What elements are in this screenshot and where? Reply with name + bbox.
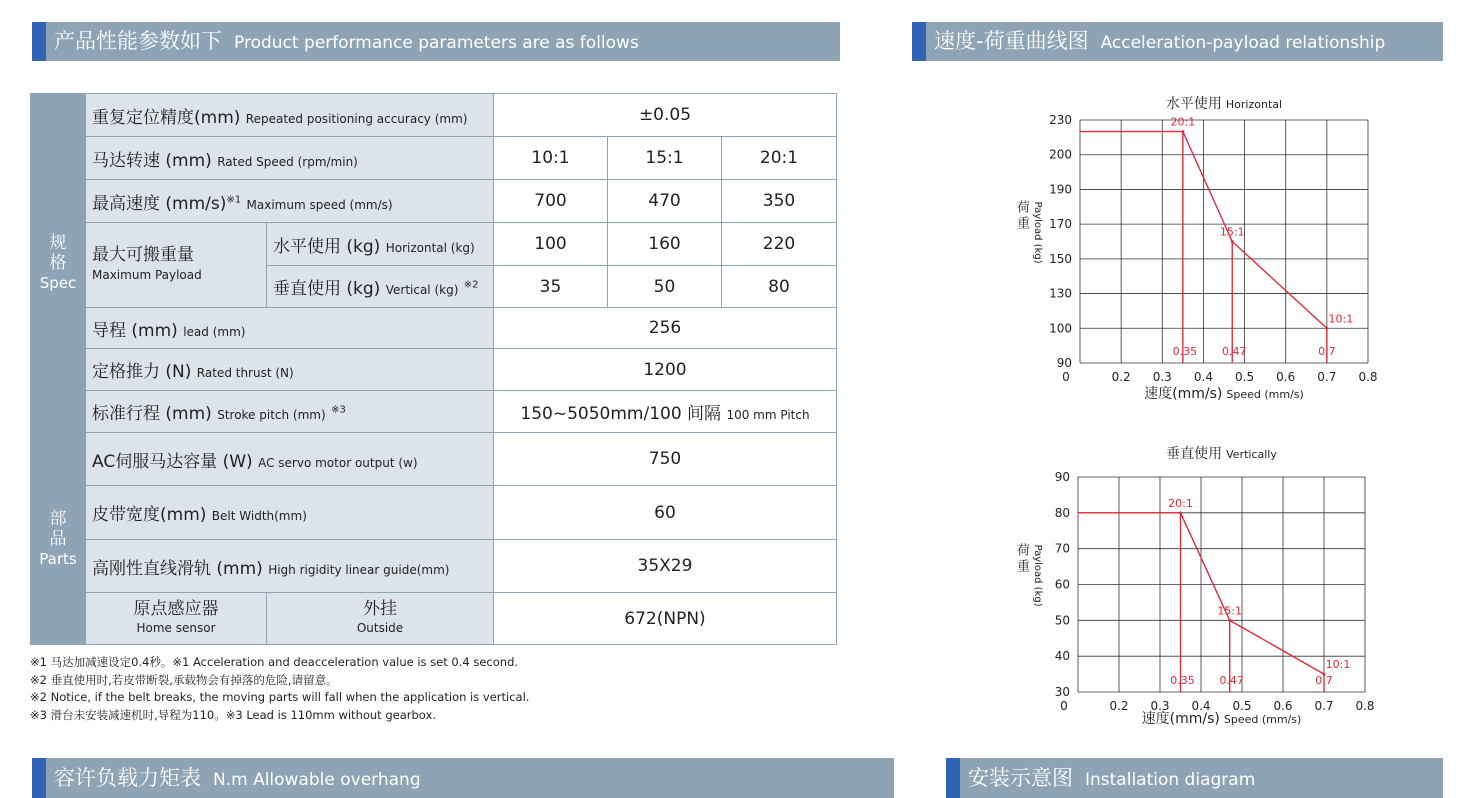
header-title-cn: 速度-荷重曲线图 <box>934 29 1089 53</box>
sub-label <box>267 223 494 266</box>
value-sub: 100 mm Pitch <box>726 408 810 422</box>
table-row-thrust <box>31 349 837 391</box>
header-title-cn: 产品性能参数如下 <box>54 29 222 53</box>
cell-value: 470 <box>608 180 722 223</box>
x-axis-label: 速度(mm/s) Speed (mm/s) <box>1141 711 1302 727</box>
x-tick-label: 0.3 <box>1152 370 1172 384</box>
header-title-en: Acceleration-payload relationship <box>1100 33 1386 53</box>
row-value: ±0.05 <box>494 94 837 137</box>
cell-value: 220 <box>722 223 837 266</box>
label-en: Stroke pitch (mm) <box>217 408 326 422</box>
x-tick-label: 0.2 <box>1109 699 1129 713</box>
label-en: Rated Speed (rpm/min) <box>217 154 358 169</box>
y-tick-label: 70 <box>1054 541 1070 556</box>
label-cn: 水平使用 (kg) <box>273 236 381 257</box>
y-tick-label: 30 <box>1054 685 1070 699</box>
table-row-motor <box>31 433 837 486</box>
group-en: Parts <box>39 549 77 568</box>
header-accent-bar <box>32 758 46 798</box>
row-label <box>86 486 494 540</box>
label-en: High rigidity linear guide(mm) <box>268 562 450 577</box>
y-tick-label: 80 <box>1054 505 1070 520</box>
table-row-guide <box>31 540 837 593</box>
y-tick-label: 130 <box>1049 286 1072 301</box>
y-tick-label: 100 <box>1049 321 1072 336</box>
header-title-en: N.m Allowable overhang <box>213 770 421 790</box>
header-title-en: Product performance parameters are as follows <box>234 33 639 53</box>
label-en: Belt Width(mm) <box>211 509 307 523</box>
chart-vertical <box>1005 436 1425 736</box>
y-tick-label: 90 <box>1054 470 1070 484</box>
y-axis-label: 荷重 <box>1017 543 1031 575</box>
header-title-cn: 安装示意图 <box>968 766 1073 790</box>
label-cn: 导程 (mm) <box>92 320 178 341</box>
speed-label: 0.47 <box>1221 345 1247 358</box>
label-en: Maximum speed (mm/s) <box>246 197 393 212</box>
x-tick-label: 0 <box>1060 699 1068 713</box>
label-en: AC servo motor output (w) <box>258 455 418 470</box>
header-accent-bar <box>912 22 926 61</box>
data-point <box>1325 327 1328 330</box>
label-en: Repeated positioning accuracy (mm) <box>245 111 468 126</box>
table-row-max-speed <box>31 180 837 223</box>
footnote-mark: ※2 <box>463 279 479 291</box>
x-tick-label: 0.7 <box>1317 370 1337 384</box>
label-en: lead (mm) <box>183 324 246 339</box>
row-label <box>86 540 494 593</box>
label-en: Vertical (kg) <box>385 283 459 297</box>
row-label <box>86 349 494 391</box>
x-tick-label: 0.5 <box>1232 699 1252 713</box>
y-tick-label: 190 <box>1049 182 1072 197</box>
header-title-cn: 容许负载力矩表 <box>54 766 201 790</box>
x-tick-label: 0.6 <box>1276 370 1296 384</box>
data-point <box>1231 240 1234 243</box>
x-tick-label: 0 <box>1062 370 1070 384</box>
note-4: ※3 滑台未安装减速机时,导程为110。※3 Lead is 110mm without gearbox. <box>30 707 436 722</box>
x-axis-label: 速度(mm/s) Speed (mm/s) <box>1144 386 1304 402</box>
section-header-curve <box>912 22 1443 61</box>
y-tick-label: 60 <box>1054 577 1070 592</box>
y-axis-label-en: Payload (kg) <box>1032 201 1043 264</box>
x-tick-label: 0.8 <box>1355 699 1375 713</box>
y-tick-label: 90 <box>1056 356 1072 370</box>
point-label: 10:1 <box>1325 658 1351 672</box>
cell-value: 50 <box>608 266 722 308</box>
cell-value: 160 <box>608 223 722 266</box>
row-value: 35X29 <box>494 540 837 593</box>
chart-title: 水平使用 Horizontal <box>1165 96 1283 112</box>
label-cn: 原点感应器 <box>133 598 219 619</box>
row-label <box>86 137 494 180</box>
label-en: Home sensor <box>136 620 216 635</box>
row-label <box>86 94 494 137</box>
x-tick-label: 0.6 <box>1273 699 1293 713</box>
table-row-rated-speed <box>31 137 837 180</box>
header-accent-bar <box>32 22 46 61</box>
label-cn: 外挂 <box>363 598 397 619</box>
group-cn-1: 部 <box>49 508 67 529</box>
point-label: 20:1 <box>1168 496 1193 510</box>
row-value: 1200 <box>494 349 837 391</box>
header-title-en: Installation diagram <box>1085 770 1256 790</box>
footnotes <box>30 654 529 724</box>
y-tick-label: 40 <box>1054 649 1070 664</box>
section-header-overhang <box>32 758 894 798</box>
row-label-payload <box>86 223 267 308</box>
note-1: ※1 马达加减速设定0.4秒。※1 Acceleration and deacceleration value is set 0.4 second. <box>30 655 519 669</box>
data-point <box>1181 130 1184 133</box>
chart-title: 垂直使用 Vertically <box>1166 446 1277 462</box>
row-value: 60 <box>494 486 837 540</box>
row-value: 672(NPN) <box>494 593 837 645</box>
y-axis-label-en: Payload (kg) <box>1032 544 1043 607</box>
section-header-install <box>946 758 1443 798</box>
speed-label: 0.35 <box>1172 345 1198 358</box>
label-en: Horizontal (kg) <box>385 240 475 255</box>
cell-value: 35 <box>494 266 608 308</box>
group-cn-1: 规 <box>49 233 67 253</box>
cell-value: 80 <box>722 266 837 308</box>
x-tick-label: 0.4 <box>1193 370 1213 384</box>
spec-table <box>30 93 837 645</box>
label-cn: 最大可搬重量 <box>92 245 194 265</box>
label-cn: 垂直使用 (kg) <box>273 279 381 299</box>
cell-value: 20:1 <box>722 137 837 180</box>
label-en: Rated thrust (N) <box>196 366 294 380</box>
data-point <box>1228 619 1231 622</box>
cell-value: 10:1 <box>494 137 608 180</box>
x-tick-label: 0.8 <box>1358 370 1378 384</box>
group-label-spec <box>31 94 86 433</box>
group-cn-2: 格 <box>49 253 67 273</box>
speed-label: 0.47 <box>1219 674 1244 687</box>
label-cn: 高刚性直线滑轨 (mm) <box>92 558 263 579</box>
chart-horizontal <box>1005 88 1425 408</box>
cell-value: 700 <box>494 180 608 223</box>
label-cn: 标准行程 (mm) <box>92 404 212 424</box>
x-tick-label: 0.7 <box>1314 699 1334 713</box>
x-tick-label: 0.3 <box>1150 699 1170 713</box>
cell-value: 15:1 <box>608 137 722 180</box>
point-label: 15:1 <box>1219 225 1245 239</box>
speed-label: 0.7 <box>1315 674 1333 687</box>
point-label: 10:1 <box>1328 312 1354 326</box>
section-header-performance <box>32 22 840 61</box>
point-label: 20:1 <box>1170 115 1196 129</box>
table-row-lead <box>31 308 837 349</box>
footnote-mark: ※1 <box>226 193 242 205</box>
y-tick-label: 200 <box>1049 147 1072 162</box>
label-cn: 最高速度 (mm/s) <box>92 193 227 214</box>
row-value: 750 <box>494 433 837 486</box>
x-tick-label: 0.5 <box>1235 370 1255 384</box>
table-row-accuracy <box>31 94 837 137</box>
sub-label <box>267 593 494 645</box>
note-3: ※2 Notice, if the belt breaks, the moving parts will fall when the application is vertical. <box>30 690 530 704</box>
y-tick-label: 170 <box>1049 217 1072 232</box>
header-accent-bar <box>946 758 960 798</box>
group-label-parts <box>31 433 86 645</box>
row-label <box>86 308 494 349</box>
y-tick-label: 50 <box>1054 613 1070 628</box>
y-tick-label: 230 <box>1049 113 1072 127</box>
value-main: 150~5050mm/100 间隔 <box>520 404 722 424</box>
label-cn: 马达转速 (mm) <box>92 150 212 171</box>
row-value: 256 <box>494 308 837 349</box>
footnote-mark: ※3 <box>331 404 346 416</box>
cell-value: 350 <box>722 180 837 223</box>
x-tick-label: 0.2 <box>1111 370 1131 384</box>
label-cn: 重复定位精度(mm) <box>92 107 241 128</box>
y-tick-label: 150 <box>1049 251 1072 266</box>
label-cn: 皮带宽度(mm) <box>92 505 207 525</box>
table-row-stroke <box>31 391 837 433</box>
group-cn-2: 品 <box>49 528 67 549</box>
table-row-belt <box>31 486 837 540</box>
speed-label: 0.7 <box>1318 345 1336 358</box>
row-label <box>86 433 494 486</box>
group-en: Spec <box>39 274 77 292</box>
label-en: Outside <box>356 620 404 635</box>
row-label <box>86 391 494 433</box>
label-en: Maximum Payload <box>92 268 202 282</box>
table-row-payload-horizontal <box>31 223 837 266</box>
row-value <box>494 391 837 433</box>
cell-value: 100 <box>494 223 608 266</box>
row-label <box>86 180 494 223</box>
table-row-sensor <box>31 593 837 645</box>
point-label: 15:1 <box>1217 604 1243 618</box>
speed-label: 0.35 <box>1170 674 1195 687</box>
label-cn: AC伺服马达容量 (W) <box>92 451 253 472</box>
y-axis-label: 荷重 <box>1017 200 1031 232</box>
sub-label <box>267 266 494 308</box>
note-2: ※2 垂直使用时,若皮带断裂,承载物会有掉落的危险,请留意。 <box>30 672 338 687</box>
row-label <box>86 593 267 645</box>
data-point <box>1179 511 1182 514</box>
x-tick-label: 0.4 <box>1191 699 1211 713</box>
label-cn: 定格推力 (N) <box>92 362 192 382</box>
